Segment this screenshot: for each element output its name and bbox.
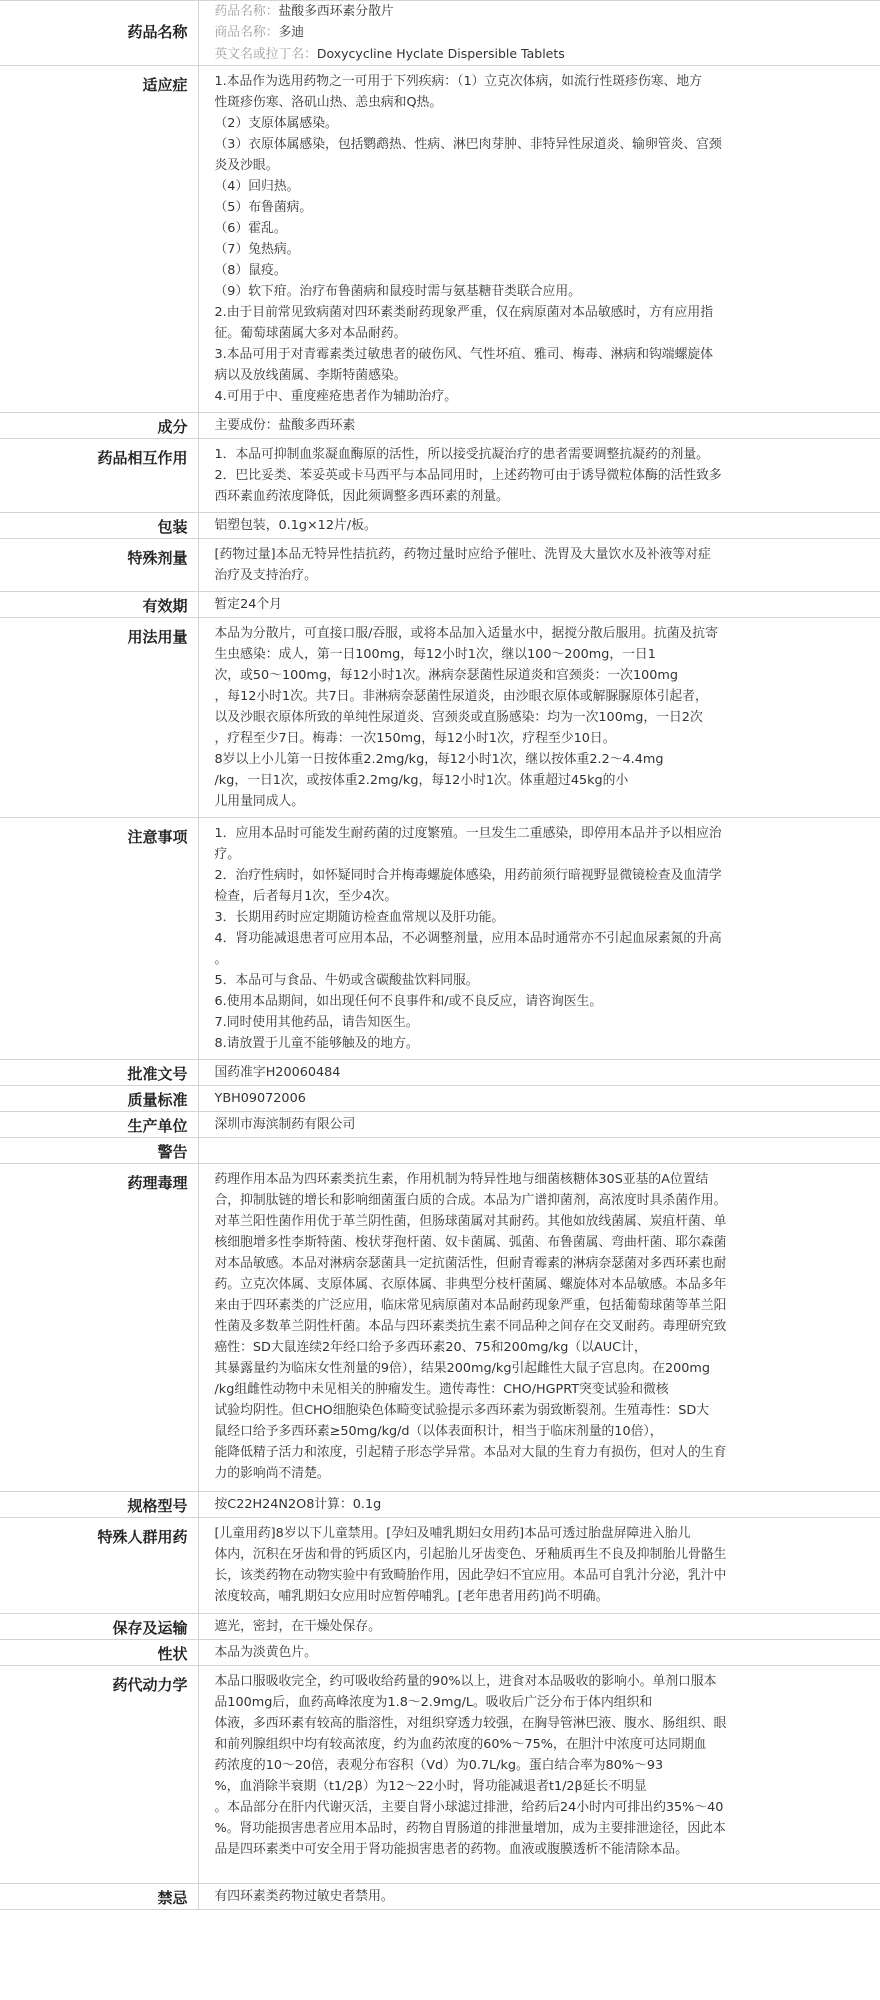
label-contraindications: 禁忌 bbox=[0, 1884, 198, 1910]
generic-name-value: 盐酸多西环素分散片 bbox=[278, 4, 394, 19]
row-contraindications bbox=[0, 1884, 880, 1910]
row-precautions bbox=[0, 818, 880, 1060]
package-text: 铝塑包装，0.1g×12片/板。 bbox=[214, 518, 377, 533]
appearance-text: 本品为淡黄色片。 bbox=[214, 1645, 317, 1660]
label-pharmacokinetics: 药代动力学 bbox=[0, 1666, 198, 1884]
value-specification bbox=[198, 1492, 880, 1518]
label-precautions: 注意事项 bbox=[0, 818, 198, 1060]
value-package bbox=[198, 513, 880, 539]
value-precautions bbox=[198, 818, 880, 1060]
trade-name-value: 多迪 bbox=[278, 25, 305, 40]
value-pharmacology bbox=[198, 1164, 880, 1492]
label-package: 包装 bbox=[0, 513, 198, 539]
label-manufacturer: 生产单位 bbox=[0, 1112, 198, 1138]
value-contraindications bbox=[198, 1884, 880, 1910]
value-overdose bbox=[198, 539, 880, 592]
label-special-population: 特殊人群用药 bbox=[0, 1518, 198, 1614]
label-standard: 质量标准 bbox=[0, 1086, 198, 1112]
label-approval: 批准文号 bbox=[0, 1060, 198, 1086]
trade-name-label: 商品名称： bbox=[214, 25, 279, 40]
value-composition bbox=[198, 413, 880, 439]
label-warning: 警告 bbox=[0, 1138, 198, 1164]
specification-text: 按C22H24N2O8计算：0.1g bbox=[214, 1497, 382, 1512]
row-pharmacology bbox=[0, 1164, 880, 1492]
english-name-value: Doxycycline Hyclate Dispersible Tablets bbox=[316, 46, 565, 61]
label-pharmacology: 药理毒理 bbox=[0, 1164, 198, 1492]
label-name: 药品名称 bbox=[0, 1, 198, 66]
label-interactions: 药品相互作用 bbox=[0, 439, 198, 513]
row-package bbox=[0, 513, 880, 539]
row-specification bbox=[0, 1492, 880, 1518]
row-dosage bbox=[0, 618, 880, 818]
value-special-population bbox=[198, 1518, 880, 1614]
value-appearance bbox=[198, 1640, 880, 1666]
value-indications bbox=[198, 66, 880, 413]
precautions-text: 1．应用本品时可能发生耐药菌的过度繁殖。一旦发生二重感染，即停用本品并予以相应治 疗。 2．治疗性病时，如怀疑同时合并梅毒螺旋体感染，用药前须行暗视野显微镜检查及血清学 检查，后者每月1次，至少4次。 3．长期用药时应定期随访检查血常规以及肝功能。 4．肾功能减退患者可应用本品，不必调整剂量，应用本品时通常亦不引起血尿素氮的升高 。 5．本品可与食品、牛奶或含碳酸盐饮料同服。 6.使用本品期间，如出现任何不良事件和/或不良反应，请咨询医生。 7.同时使用其他药品，请告知医生。 8.请放置于儿童不能够触及的地方。 bbox=[214, 826, 722, 1051]
row-name bbox=[0, 1, 880, 66]
row-overdose bbox=[0, 539, 880, 592]
storage-text: 遮光，密封，在干燥处保存。 bbox=[214, 1619, 381, 1634]
label-indications: 适应症 bbox=[0, 66, 198, 413]
row-indications bbox=[0, 66, 880, 413]
value-validity bbox=[198, 592, 880, 618]
english-name-line bbox=[215, 43, 873, 65]
generic-name-label: 药品名称： bbox=[214, 4, 279, 19]
row-interactions bbox=[0, 439, 880, 513]
special-population-text: [儿童用药]8岁以下儿童禁用。[孕妇及哺乳期妇女用药]本品可透过胎盘屏障进入胎儿 体内，沉积在牙齿和骨的钙质区内，引起胎儿牙齿变色、牙釉质再生不良及抑制胎儿骨骼生 长，该类药物在动物实验中有致畸胎作用，因此孕妇不宜应用。本品可自乳汁分泌，乳汁中 浓度较高，哺乳期妇女应用时应暂停哺乳。[老年患者用药]尚不明确。 bbox=[214, 1526, 727, 1604]
label-appearance: 性状 bbox=[0, 1640, 198, 1666]
label-overdose: 特殊剂量 bbox=[0, 539, 198, 592]
pharmacology-text: 药理作用本品为四环素类抗生素，作用机制为特异性地与细菌核糖体30S亚基的A位置结 合，抑制肽链的增长和影响细菌蛋白质的合成。本品为广谱抑菌剂，高浓度时具杀菌作用。 对革兰阳性菌作用优于革兰阴性菌，但肠球菌属对其耐药。其他如放线菌属、炭疽杆菌、单 核细胞增多性李斯特菌、梭状芽孢杆菌、奴卡菌属、弧菌、布鲁菌属、弯曲杆菌、耶尔森菌 对本品敏感。本品对淋病奈瑟菌具一定抗菌活性，但耐青霉素的淋病奈瑟菌对多西环素也耐 药。立克次体属、支原体属、衣原体属、非典型分枝杆菌属、螺旋体对本品敏感。本品多年 来由于四环素类的广泛应用，临床常见病原菌对本品耐药现象严重，包括葡萄球菌等革兰阳 性菌及多数革兰阴性杆菌。本品与四环素类抗生素不同品种之间存在交叉耐药。毒理研究致 癌性：SD大鼠连续2年经口给予多西环素20、75和200mg/kg（以AUC计， 其暴露量约为临床女性剂量的9倍），结果200mg/kg引起雌性大鼠子宫息肉。在200mg /kg组雌性动物中未见相关的肿瘤发生。遗传毒性：CHO/HGPRT突变试验和微核 试验均阴性。但CHO细胞染色体畸变试验提示多西环素为弱致断裂剂。生殖毒性：SD大 鼠经口给予多西环素≥50mg/kg/d（以体表面积计，相当于临床剂量的10倍）， 能降低精子活力和浓度，引起精子形态学异常。本品对大鼠的生育力有损伤，但对人的生育 力的影响尚不清楚。 bbox=[214, 1172, 727, 1481]
value-dosage bbox=[198, 618, 880, 818]
value-standard bbox=[198, 1086, 880, 1112]
english-name-label: 英文名或拉丁名： bbox=[214, 47, 317, 62]
value-name bbox=[198, 1, 880, 66]
row-storage bbox=[0, 1614, 880, 1640]
interactions-text: 1．本品可抑制血浆凝血酶原的活性，所以接受抗凝治疗的患者需要调整抗凝药的剂量。 2．巴比妥类、苯妥英或卡马西平与本品同用时，上述药物可由于诱导微粒体酶的活性致多 西环素血药浓度降低，因此须调整多西环素的剂量。 bbox=[214, 447, 722, 504]
value-approval bbox=[198, 1060, 880, 1086]
label-specification: 规格型号 bbox=[0, 1492, 198, 1518]
overdose-text: [药物过量]本品无特异性拮抗药，药物过量时应给予催吐、洗胃及大量饮水及补液等对症 治疗及支持治疗。 bbox=[214, 547, 711, 583]
row-manufacturer bbox=[0, 1112, 880, 1138]
trade-name-line bbox=[215, 22, 873, 43]
row-warning bbox=[0, 1138, 880, 1164]
dosage-text: 本品为分散片，可直接口服/吞服，或将本品加入适量水中，据搅分散后服用。抗菌及抗寄 生虫感染：成人，第一日100mg，每12小时1次，继以100～200mg，一日1 次，或50～100mg，每12小时1次。淋病奈瑟菌性尿道炎和宫颈炎：一次100mg ，每12小时1次。共7日。非淋病奈瑟菌性尿道炎，由沙眼衣原体或解脲脲原体引起者， 以及沙眼衣原体所致的单纯性尿道炎、宫颈炎或直肠感染：均为一次100mg，一日2次 ，疗程至少7日。梅毒：一次150mg，每12小时1次，疗程至少10日。 8岁以上小儿第一日按体重2.2mg/kg，每12小时1次，继以按体重2.2～4.4mg /kg，一日1次，或按体重2.2mg/kg，每12小时1次。体重超过45kg的小 儿用量同成人。 bbox=[214, 626, 718, 809]
contraindications-text: 有四环素类药物过敏史者禁用。 bbox=[214, 1889, 394, 1904]
label-composition: 成分 bbox=[0, 413, 198, 439]
row-pharmacokinetics bbox=[0, 1666, 880, 1884]
value-manufacturer bbox=[198, 1112, 880, 1138]
value-pharmacokinetics bbox=[198, 1666, 880, 1884]
value-interactions bbox=[198, 439, 880, 513]
composition-text: 主要成份：盐酸多西环素 bbox=[214, 418, 356, 433]
value-storage bbox=[198, 1614, 880, 1640]
generic-name-line bbox=[215, 1, 873, 22]
pharmacokinetics-text: 本品口服吸收完全，约可吸收给药量的90%以上，进食对本品吸收的影响小。单剂口服本 品100mg后，血药高峰浓度为1.8～2.9mg/L。吸收后广泛分布于体内组织和 体液，多西环素有较高的脂溶性，对组织穿透力较强，在胸导管淋巴液、腹水、肠组织、眼 和前列腺组织中均有较高浓度，约为血药浓度的60%～75%，在胆汁中浓度可达同期血 药浓度的10～20倍，表观分布容积（Vd）为0.7L/kg。蛋白结合率为80%～93 %，血消除半衰期（t1/2β）为12～22小时，肾功能减退者t1/2β延长不明显 。本品部分在肝内代谢灭活，主要自肾小球滤过排泄，给药后24小时内可排出约35%～40 %。肾功能损害患者应用本品时，药物自胃肠道的排泄量增加，成为主要排泄途径，因此本 品是四环素类中可安全用于肾功能损害患者的药物。血液或腹膜透析不能清除本品。 bbox=[214, 1674, 727, 1857]
row-validity bbox=[0, 592, 880, 618]
row-standard bbox=[0, 1086, 880, 1112]
standard-text: YBH09072006 bbox=[214, 1091, 306, 1106]
indications-text: 1.本品作为选用药物之一可用于下列疾病：（1）立克次体病，如流行性斑疹伤寒、地方 性斑疹伤寒、洛矶山热、恙虫病和Q热。 （2）支原体属感染。 （3）衣原体属感染，包括鹦鹉热、性病、淋巴肉芽肿、非特异性尿道炎、输卵管炎、宫颈 炎及沙眼。 （4）回归热。 （5）布鲁菌病。 （6）霍乱。 （7）兔热病。 （8）鼠疫。 （9）软下疳。治疗布鲁菌病和鼠疫时需与氨基糖苷类联合应用。 2.由于目前常见致病菌对四环素类耐药现象严重，仅在病原菌对本品敏感时，方有应用指 征。葡萄球菌属大多对本品耐药。 3.本品可用于对青霉素类过敏患者的破伤风、气性坏疽、雅司、梅毒、淋病和钩端螺旋体 病以及放线菌属、李斯特菌感染。 4.可用于中、重度痤疮患者作为辅助治疗。 bbox=[214, 74, 722, 404]
label-validity: 有效期 bbox=[0, 592, 198, 618]
validity-text: 暂定24个月 bbox=[214, 597, 282, 612]
row-composition bbox=[0, 413, 880, 439]
row-approval bbox=[0, 1060, 880, 1086]
approval-text: 国药准字H20060484 bbox=[214, 1065, 341, 1080]
label-dosage: 用法用量 bbox=[0, 618, 198, 818]
row-special-population bbox=[0, 1518, 880, 1614]
value-warning bbox=[198, 1138, 880, 1164]
label-storage: 保存及运输 bbox=[0, 1614, 198, 1640]
manufacturer-text: 深圳市海滨制药有限公司 bbox=[214, 1117, 356, 1132]
row-appearance bbox=[0, 1640, 880, 1666]
